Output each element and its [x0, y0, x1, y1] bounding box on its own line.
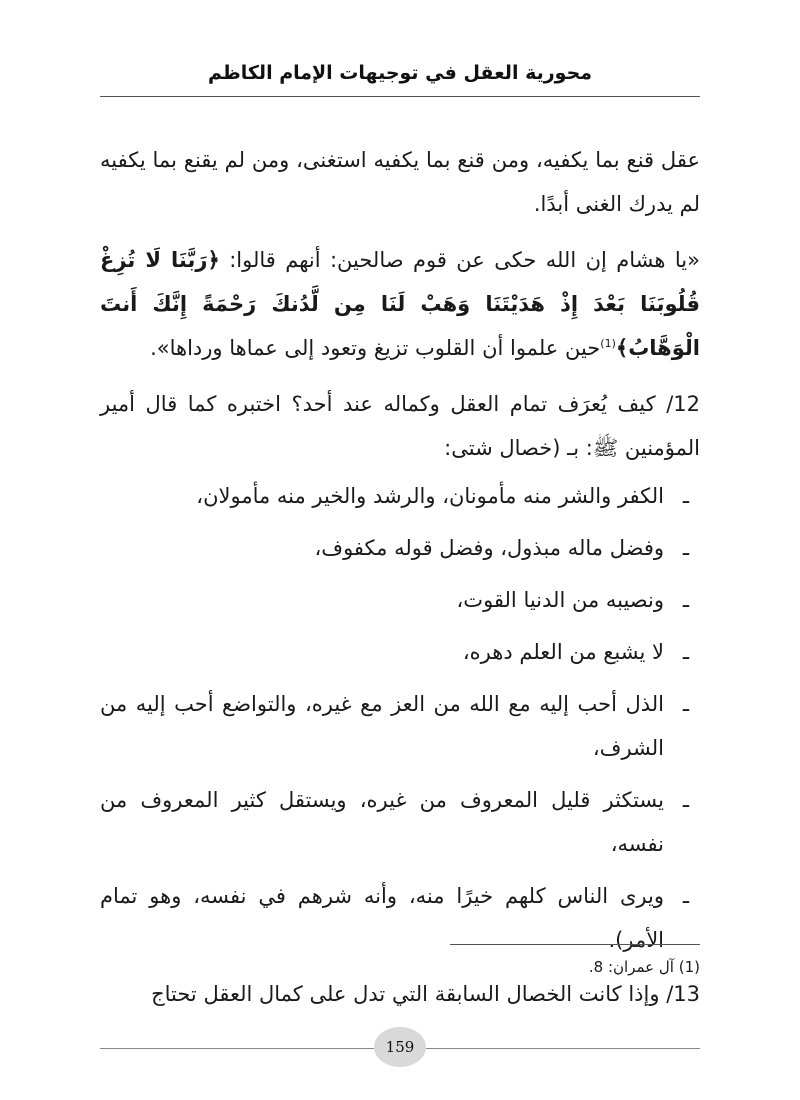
paragraph-1: عقل قنع بما يكفيه، ومن قنع بما يكفيه استغنى، ومن لم يقنع بما يكفيه لم يدرك الغنى أبدًا. [100, 148, 700, 216]
footnote [100, 958, 700, 976]
list-item-text: ونصيبه من الدنيا القوت، [456, 588, 664, 612]
list-item-text: وفضل ماله مبذول، وفضل قوله مكفوف، [314, 536, 664, 560]
page-number: 159 [374, 1027, 426, 1067]
list-item-text: الكفر والشر منه مأمونان، والرشد والخير منه مأمولان، [196, 484, 664, 508]
dash-marker: ـ [682, 788, 690, 812]
dash-marker: ـ [682, 692, 690, 716]
paragraph-2 [100, 238, 700, 370]
paragraph-2-intro: «يا هشام إن الله حكى عن قوم صالحين: أنهم قالوا: [219, 248, 700, 272]
footnote-marker: (1) [678, 958, 700, 976]
item-number-13: 13/ [666, 982, 700, 1006]
numbered-item-13 [100, 972, 700, 1016]
paragraph-2-end: حين علموا أن القلوب تزيغ وتعود إلى عماها ورداها». [150, 336, 601, 360]
dash-marker: ـ [682, 588, 690, 612]
list-item [100, 630, 700, 674]
dash-marker: ـ [682, 484, 690, 508]
list-item-text: ويرى الناس كلهم خيرًا منه، وأنه شرهم في نفسه، وهو تمام الأمر). [100, 884, 664, 952]
list-item-text: الذل أحب إليه مع الله من العز مع غيره، والتواضع أحب إليه من الشرف، [100, 692, 664, 760]
list-item [100, 526, 700, 570]
footnote-text: آل عمران: 8. [588, 958, 674, 976]
list-item [100, 474, 700, 518]
list-item-text: يستكثر قليل المعروف من غيره، ويستقل كثير المعروف من نفسه، [100, 788, 664, 856]
list-item [100, 682, 700, 770]
footnote-divider [450, 944, 700, 945]
dash-marker: ـ [682, 884, 690, 908]
list-item [100, 778, 700, 866]
numbered-item-12 [100, 382, 700, 470]
list-item [100, 874, 700, 962]
list-item [100, 578, 700, 622]
item-13-text: وإذا كانت الخصال السابقة التي تدل على كمال العقل تحتاج [151, 982, 660, 1006]
item-number-12: 12/ [666, 392, 700, 416]
qualities-list [100, 474, 700, 962]
footnote-reference: (1) [600, 337, 616, 350]
item-12-text: كيف يُعرَف تمام العقل وكماله عند أحد؟ اختبره كما قال أمير المؤمنين ﷺ: بـ (خصال شتى: [100, 392, 700, 460]
dash-marker: ـ [682, 536, 690, 560]
dash-marker: ـ [682, 640, 690, 664]
list-item-text: لا يشبع من العلم دهره، [462, 640, 664, 664]
page-body [100, 138, 700, 1020]
header-divider [100, 96, 700, 97]
quran-verse: ﴿رَبَّنَا لَا تُزِغْ قُلُوبَنَا بَعْدَ إِذْ هَدَيْتَنَا وَهَبْ لَنَا مِن لَّدُنكَ رَحْمَةً إِنَّكَ أَنتَ الْوَهَّابُ﴾ [100, 248, 700, 360]
running-header-title: محورية العقل في توجيهات الإمام الكاظم [207, 62, 593, 84]
